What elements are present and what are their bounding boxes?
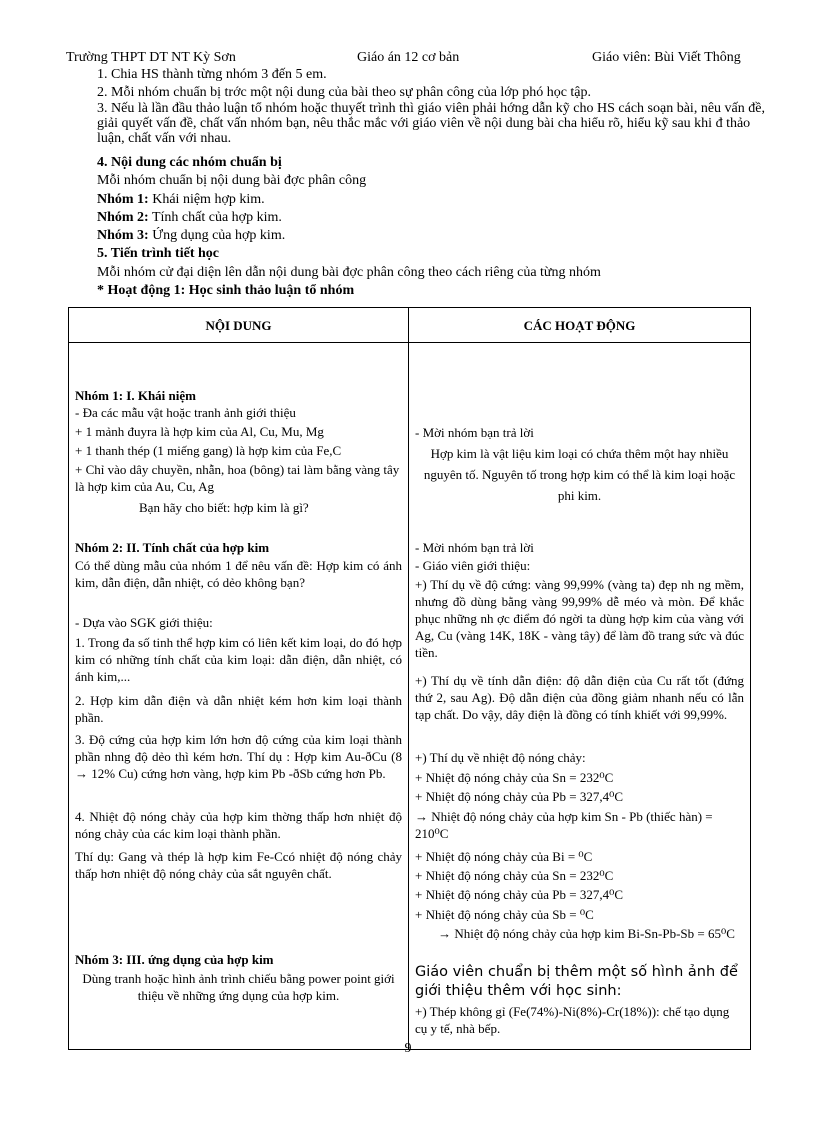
melting-point-pb-2: + Nhiệt độ nóng chảy của Pb = 327,4⁰C <box>415 887 623 902</box>
group-1-line: Nhóm 1: Khái niệm hợp kim. <box>97 192 265 207</box>
activity-3-intro: Giáo viên chuẩn bị thêm một số hình ảnh để giới thiệu thêm với học sinh: <box>415 964 738 999</box>
group-1-title: Nhóm 1: I. Khái niệm <box>75 388 196 403</box>
group-1-line-2: + 1 mảnh đuyra là hợp kim của Al, Cu, Mu, Mg <box>75 424 324 439</box>
melting-point-sb: + Nhiệt độ nóng chảy của Sb = ⁰C <box>415 907 594 922</box>
group-2-line-1: Có thể dùng mẫu của nhóm 1 để nêu vấn đề: Hợp kim có ánh kim, dẫn điện, dẫn nhiệt, có dẻo không bạn? <box>75 558 402 590</box>
melting-point-pb: + Nhiệt độ nóng chảy của Pb = 327,4⁰C <box>415 789 623 804</box>
intro-line-2: 2. Mỗi nhóm chuẩn bị trớc một nội dung của bài theo sự phân công của lớp phó học tập. <box>97 85 592 100</box>
group-2-example: Thí dụ: Gang và thép là hợp kim Fe-Ccó nhiệt độ nóng chảy thấp hơn nhiệt độ nóng chảy của sắt nguyên chất. <box>75 849 402 881</box>
section-4-text: Mỗi nhóm chuẩn bị nội dung bài đợc phân công <box>97 173 367 188</box>
page-number: 9 <box>404 1041 412 1056</box>
lesson-plan-title: Giáo án 12 cơ bản <box>357 50 460 65</box>
group-3-title: Nhóm 3: III. ứng dụng của hợp kim <box>75 952 274 967</box>
section-4-heading: 4. Nội dung các nhóm chuẩn bị <box>97 155 282 170</box>
activity-2-line-1: - Mời nhóm bạn trả lời <box>415 540 534 555</box>
melting-point-bi: + Nhiệt độ nóng chảy của Bi = ⁰C <box>415 849 593 864</box>
activity-2-line-2: - Giáo viên giới thiệu: <box>415 558 531 573</box>
group-1-line-1: - Đa các mẫu vật hoặc tranh ảnh giới thiệu <box>75 405 296 420</box>
stainless-steel-example: +) Thép không gỉ (Fe(74%)-Ni(8%)-Cr(18%)): chế tạo dụng cụ y tế, nhà bếp. <box>415 1004 730 1036</box>
melting-point-sn-2: + Nhiệt độ nóng chảy của Sn = 232⁰C <box>415 868 614 883</box>
melting-point-sn-pb: → Nhiệt độ nóng chảy của hợp kim Sn - Pb (thiếc hàn) = 210⁰C <box>415 809 713 841</box>
column-header-activities: CÁC HOẠT ĐỘNG <box>409 308 751 343</box>
group-2-title: Nhóm 2: II. Tính chất của hợp kim <box>75 540 270 555</box>
hardness-example: +) Thí dụ về độ cứng: vàng 99,99% (vàng ta) đẹp nh ng mềm, nhưng đồ dùng bằng vàng 99,99% dễ méo và mòn. Để khắc phục những nh ợc điểm đó ngời ta dùng hợp kim của vàng với Ag, Cu (vàng 14K, 18K - vàng tây) để làm đồ trang sức và đúc tiền. <box>415 577 744 660</box>
content-column <box>69 343 409 1050</box>
group-2-line: Nhóm 2: Tính chất của hợp kim. <box>97 210 282 225</box>
activity-1-line-1: - Mời nhóm bạn trả lời <box>415 425 534 440</box>
melting-point-alloy: → Nhiệt độ nóng chảy của hợp kim Bi-Sn-Pb-Sb = 65⁰C <box>438 926 735 941</box>
group-3-line-1: Dùng tranh hoặc hình ảnh trình chiếu bằng power point giới thiệu về những ứng dụng của hợp kim. <box>82 971 395 1003</box>
melting-point-sn: + Nhiệt độ nóng chảy của Sn = 232⁰C <box>415 770 614 785</box>
school-name: Trường THPT DT NT Kỳ Sơn <box>66 50 236 65</box>
group-2-line-2: - Dựa vào SGK giới thiệu: <box>75 615 213 630</box>
section-5-heading: 5. Tiến trình tiết học <box>97 246 219 261</box>
page-header <box>66 50 766 68</box>
activity-1-answer: Hợp kim là vật liệu kim loại có chứa thêm một hay nhiều nguyên tố. Nguyên tố trong hợp kim có thể là kim loại hoặc phi kim. <box>423 446 736 503</box>
group-2-point-3: 3. Độ cứng của hợp kim lớn hơn độ cứng của kim loại thành phần nhng độ dẻo thì kém hơn. Thí dụ : Hợp kim Au-ðCu (8 → 12% Cu) cứng hơn vàng, hợp kim Pb -ðSb cứng hơn Pb. <box>75 732 402 781</box>
intro-line-1: 1. Chia HS thành từng nhóm 3 đến 5 em. <box>97 67 327 82</box>
section-5-text: Mỗi nhóm cử đại diện lên dẫn nội dung bài đợc phân công theo cách riêng của từng nhóm <box>97 265 601 280</box>
group-3-line: Nhóm 3: Ứng dụng của hợp kim. <box>97 228 286 243</box>
column-header-content: NỘI DUNG <box>69 308 409 343</box>
group-2-point-2: 2. Hợp kim dẫn điện và dẫn nhiệt kém hơn kim loại thành phần. <box>75 693 402 725</box>
activities-column <box>409 343 751 1050</box>
conductivity-example: +) Thí dụ về tính dẫn điện: độ dẫn điện của Cu rất tốt (đứng thứ 2, sau Ag). Độ dẫn điện của đồng giảm nhanh nếu có lẫn tạp chất. Do vậy, dây điện là đồng có tính khiết với 99,99%. <box>415 673 744 722</box>
teacher-name: Giáo viên: Bùi Viết Thông <box>592 50 741 65</box>
activity-heading: * Hoạt động 1: Học sinh thảo luận tổ nhóm <box>97 283 355 298</box>
intro-line-3: 3. Nếu là lần đầu thảo luận tổ nhóm hoặc thuyết trình thì giáo viên phải hớng dẫn kỹ cho HS cách soạn bài, nêu vấn đề, giải quyết vấn đề, chất vấn nhóm bạn, nêu thắc mắc với giáo viên về nội dung bài cha hiểu rõ, hiểu kỹ sau khi đ thảo luận, chất vấn với nhau. <box>97 101 765 146</box>
group-1-line-3: + 1 thanh thép (1 miếng gang) là hợp kim của Fe,C <box>75 443 342 458</box>
group-2-point-1: 1. Trong đa số tinh thể hợp kim có liên kết kim loại, do đó hợp kim có những tính chất của kim loại: dẫn điện, dẫn nhiệt, có ánh kim,... <box>75 635 402 684</box>
group-1-line-4: + Chỉ vào dây chuyền, nhẫn, hoa (bông) tai làm bằng vàng tây là hợp kim của Au, Cu, Ag <box>75 462 400 494</box>
melting-point-heading: +) Thí dụ về nhiệt độ nóng chảy: <box>415 750 586 765</box>
group-2-point-4: 4. Nhiệt độ nóng chảy của hợp kim thờng thấp hơn nhiệt độ nóng chảy của các kim loại thành phần. <box>75 809 402 841</box>
lesson-table <box>68 307 751 1050</box>
group-1-question: Bạn hãy cho biết: hợp kim là gì? <box>139 500 309 515</box>
